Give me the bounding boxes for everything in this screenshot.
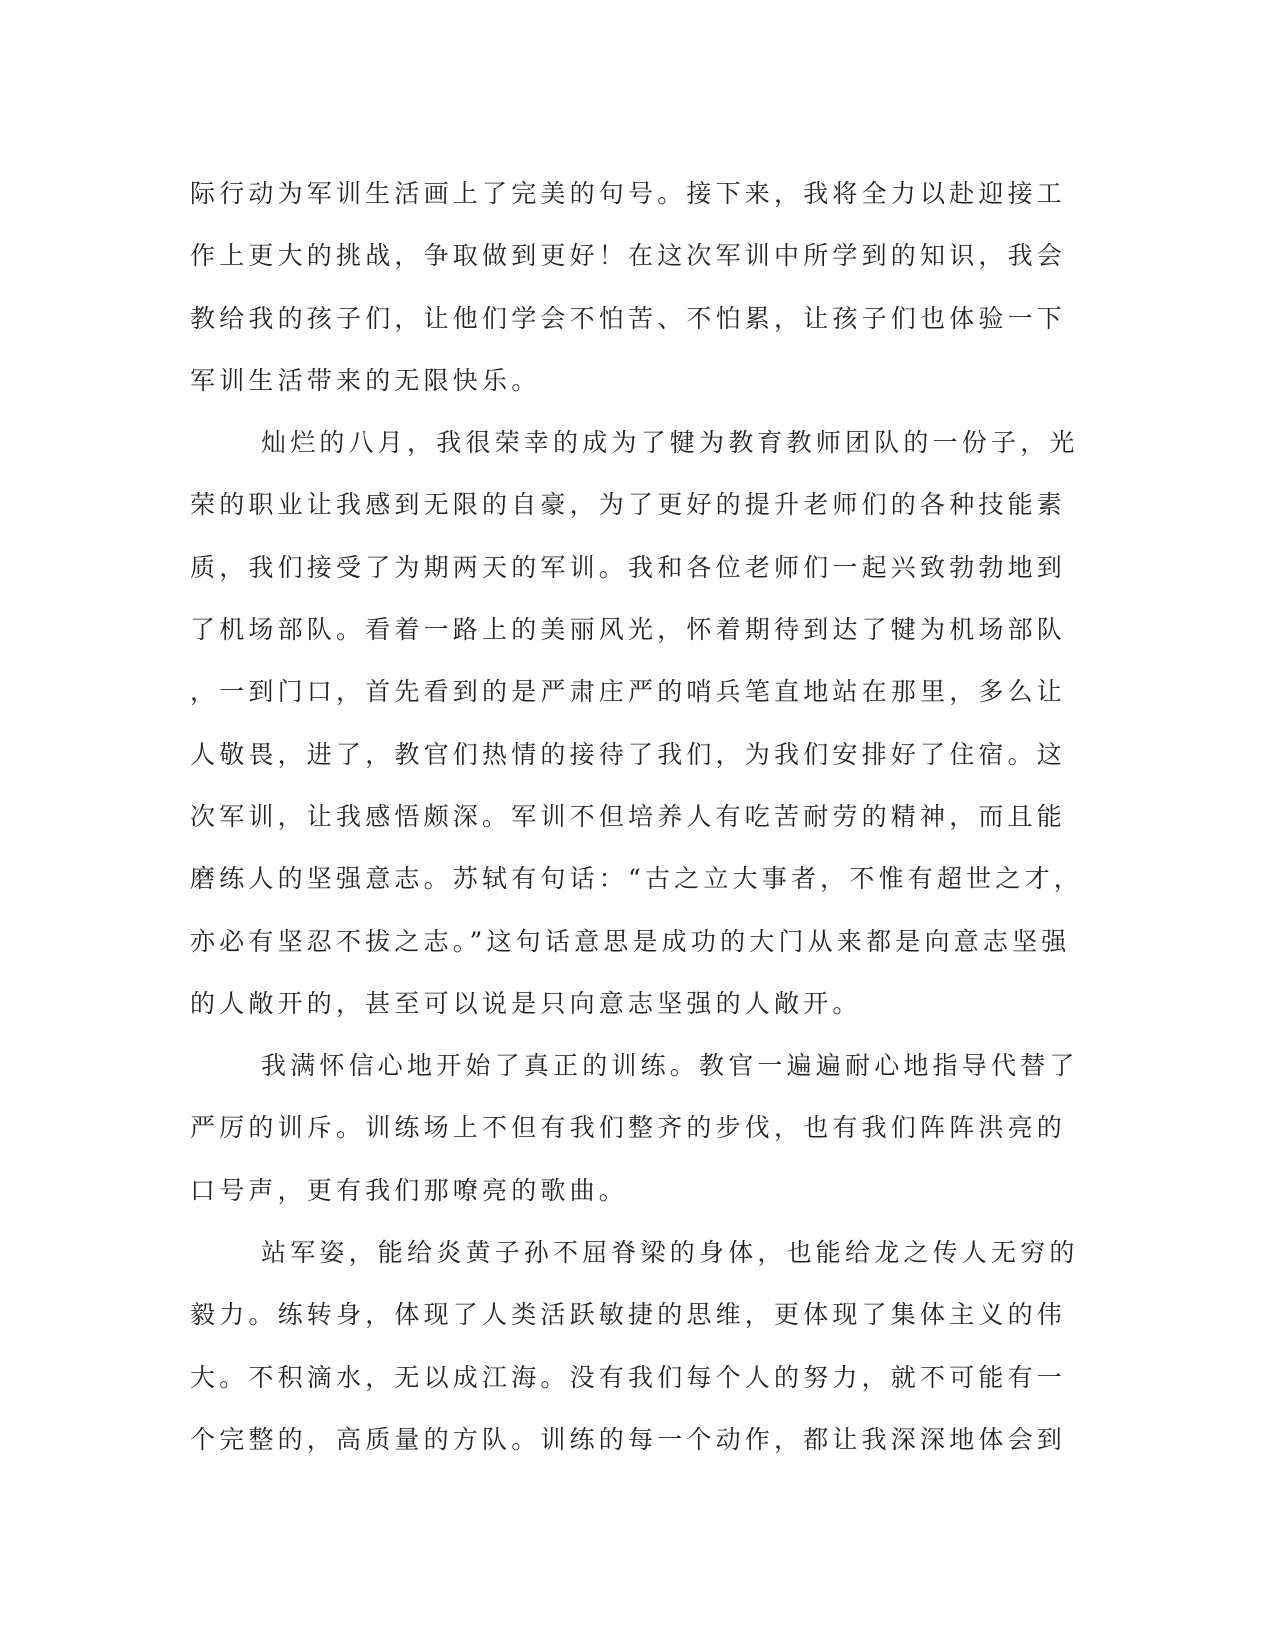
text-line: 人敬畏，进了，教官们热情的接待了我们，为我们安排好了住宿。这 <box>190 739 1067 769</box>
text-line: 次军训，让我感悟颇深。军训不但培养人有吃苦耐劳的精神，而且能 <box>190 801 1067 831</box>
text-line: 了机场部队。看着一路上的美丽风光，怀着期待到达了犍为机场部队 <box>190 615 1067 645</box>
text-line: 个完整的，高质量的方队。训练的每一个动作，都让我深深地体会到 <box>190 1424 1067 1454</box>
text-line: 质，我们接受了为期两天的军训。我和各位老师们一起兴致勃勃地到 <box>190 552 1067 582</box>
text-line: 军训生活带来的无限快乐。 <box>190 365 541 395</box>
text-line-first: 站军姿，能给炎黄子孙不屈脊梁的身体，也能给龙之传人无穷的 <box>261 1238 1079 1268</box>
text-line: 口号声，更有我们那嘹亮的歌曲。 <box>190 1175 629 1205</box>
paragraph-3 <box>190 1035 1090 1222</box>
text-line-first: 灿烂的八月，我很荣幸的成为了犍为教育教师团队的一份子，光 <box>261 428 1079 458</box>
text-line-first: 我满怀信心地开始了真正的训练。教官一遍遍耐心地指导代替了 <box>261 1051 1079 1081</box>
text-line: 大。不积滴水，无以成江海。没有我们每个人的努力，就不可能有一 <box>190 1362 1067 1392</box>
paragraph-1 <box>190 163 1090 412</box>
text-line: 毅力。练转身，体现了人类活跃敏捷的思维，更体现了集体主义的伟 <box>190 1300 1067 1330</box>
text-line: 亦必有坚忍不拔之志。”这句话意思是成功的大门从来都是向意志坚强 <box>190 926 1071 956</box>
text-line: ，一到门口，首先看到的是严肃庄严的哨兵笔直地站在那里，多么让 <box>190 677 1067 707</box>
document-body <box>190 163 1090 1471</box>
text-line: 教给我的孩子们，让他们学会不怕苦、不怕累，让孩子们也体验一下 <box>190 303 1067 333</box>
text-line: 磨练人的坚强意志。苏轼有句话：“古之立大事者，不惟有超世之才， <box>190 864 1083 894</box>
text-line: 际行动为军训生活画上了完美的句号。接下来，我将全力以赴迎接工 <box>190 179 1067 208</box>
text-line: 作上更大的挑战，争取做到更好！在这次军训中所学到的知识，我会 <box>190 241 1067 271</box>
text-line: 的人敞开的，甚至可以说是只向意志坚强的人敞开。 <box>190 988 862 1018</box>
paragraph-2 <box>190 412 1090 1035</box>
text-line: 荣的职业让我感到无限的自豪，为了更好的提升老师们的各种技能素 <box>190 490 1067 520</box>
text-line: 严厉的训斥。训练场上不但有我们整齐的步伐，也有我们阵阵洪亮的 <box>190 1113 1067 1143</box>
paragraph-4 <box>190 1222 1090 1471</box>
